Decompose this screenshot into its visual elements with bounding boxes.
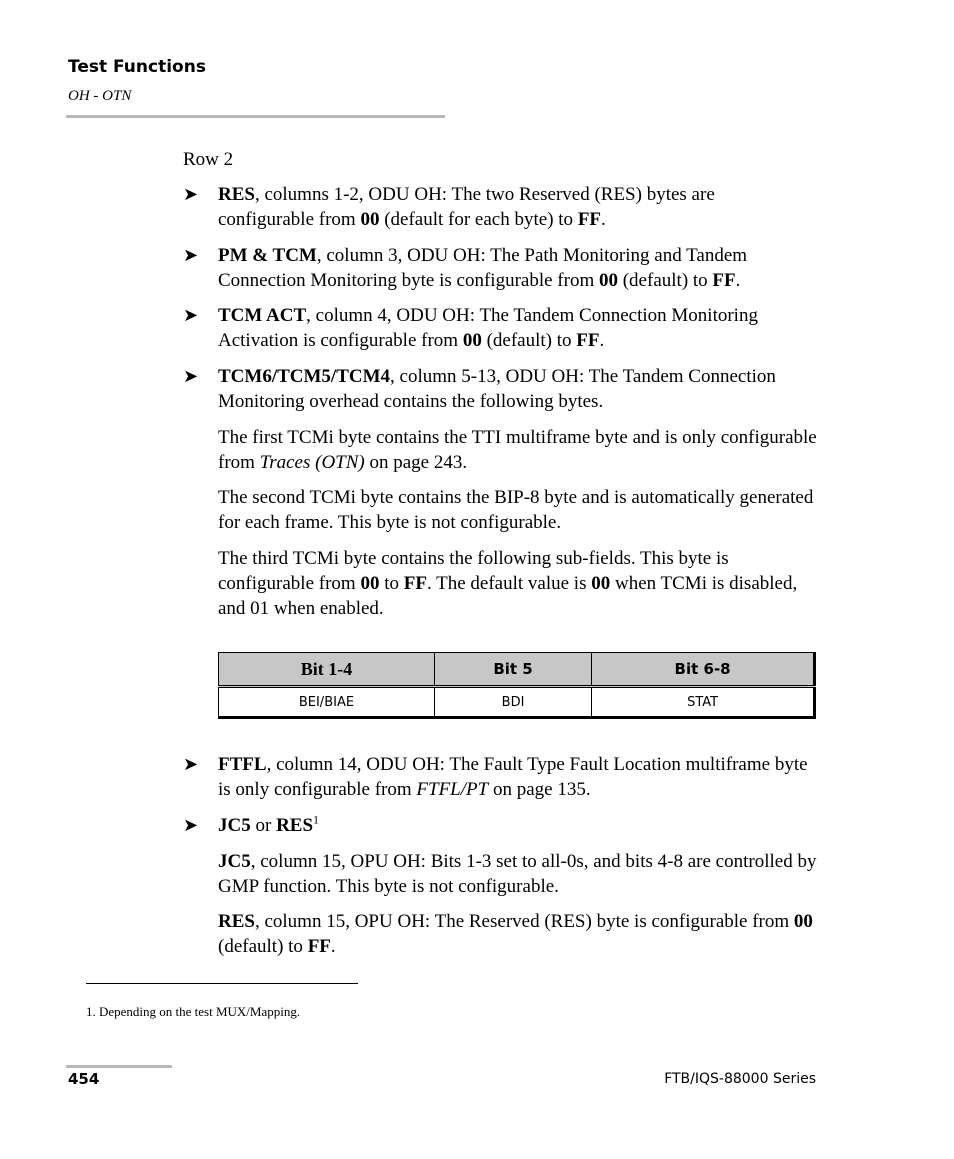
table-header-cell: Bit 5 bbox=[434, 653, 591, 687]
table-header-cell: Bit 6-8 bbox=[592, 653, 815, 687]
table-header-row bbox=[219, 653, 815, 687]
arrow-bullet-icon: ➤ bbox=[183, 754, 199, 775]
product-series: FTB/IQS-88000 Series bbox=[664, 1071, 816, 1087]
row-label: Row 2 bbox=[183, 149, 234, 170]
arrow-bullet-icon: ➤ bbox=[183, 184, 199, 205]
paragraph-jc5: JC5, column 15, OPU OH: Bits 1-3 set to all-0s, and bits 4-8 are controlled by GMP function. This byte is not configurable. bbox=[218, 851, 817, 897]
arrow-bullet-icon: ➤ bbox=[183, 366, 199, 387]
bullet-text: FTFL, column 14, ODU OH: The Fault Type Fault Location multiframe byte is only configurable from FTFL/PT on page 135. bbox=[218, 754, 808, 800]
section-subtitle: OH - OTN bbox=[68, 88, 132, 104]
bullet-jc5-res bbox=[183, 813, 813, 838]
page-number: 454 bbox=[68, 1070, 100, 1088]
arrow-bullet-icon: ➤ bbox=[183, 305, 199, 326]
section-title: Test Functions bbox=[68, 57, 206, 77]
bullet-tcm-act bbox=[183, 303, 813, 353]
table-cell: BDI bbox=[434, 687, 591, 718]
paragraph-first-tcmi: The first TCMi byte contains the TTI multiframe byte and is only configurable from Traces (OTN) on page 243. bbox=[218, 427, 817, 473]
arrow-bullet-icon: ➤ bbox=[183, 245, 199, 266]
paragraph-third-tcmi: The third TCMi byte contains the following sub-fields. This byte is configurable from 00 to FF. The default value is 00 when TCMi is disabled, and 01 when enabled. bbox=[218, 548, 798, 619]
paragraph-second-tcmi: The second TCMi byte contains the BIP-8 byte and is automatically generated for each frame. This byte is not configurable. bbox=[218, 487, 814, 533]
table-cell: BEI/BIAE bbox=[219, 687, 435, 718]
bullet-text: RES, columns 1-2, ODU OH: The two Reserved (RES) bytes are configurable from 00 (default for each byte) to FF. bbox=[218, 184, 715, 230]
bullet-res bbox=[183, 182, 813, 232]
footer-divider bbox=[66, 1065, 172, 1068]
bullet-ftfl bbox=[183, 752, 813, 802]
link-ftfl-pt[interactable]: FTFL/PT bbox=[416, 779, 489, 800]
footnote-divider bbox=[86, 983, 358, 984]
header-divider bbox=[66, 115, 445, 118]
arrow-bullet-icon: ➤ bbox=[183, 815, 199, 836]
table-header-cell: Bit 1-4 bbox=[219, 653, 435, 687]
table-row bbox=[219, 687, 815, 718]
table-cell: STAT bbox=[592, 687, 815, 718]
bit-field-table bbox=[218, 652, 816, 719]
bullet-text: TCM6/TCM5/TCM4, column 5-13, ODU OH: The Tandem Connection Monitoring overhead contains the following bytes. bbox=[218, 366, 776, 412]
bullet-text: PM & TCM, column 3, ODU OH: The Path Monitoring and Tandem Connection Monitoring byte is configurable from 00 (default) to FF. bbox=[218, 245, 748, 291]
bullet-tcm bbox=[183, 364, 813, 414]
bullet-text: JC5 or RES$^1$ bbox=[218, 812, 320, 836]
paragraph-res: RES, column 15, OPU OH: The Reserved (RES) byte is configurable from 00 (default) to FF. bbox=[218, 911, 813, 957]
footnote: 1. Depending on the test MUX/Mapping. bbox=[86, 1004, 301, 1019]
footnote-ref[interactable]: 1 bbox=[313, 812, 320, 827]
bullet-pm-tcm bbox=[183, 243, 813, 293]
bullet-text: TCM ACT, column 4, ODU OH: The Tandem Connection Monitoring Activation is configurable from 00 (default) to FF. bbox=[218, 305, 758, 351]
link-traces-otn[interactable]: Traces (OTN) bbox=[259, 452, 365, 473]
